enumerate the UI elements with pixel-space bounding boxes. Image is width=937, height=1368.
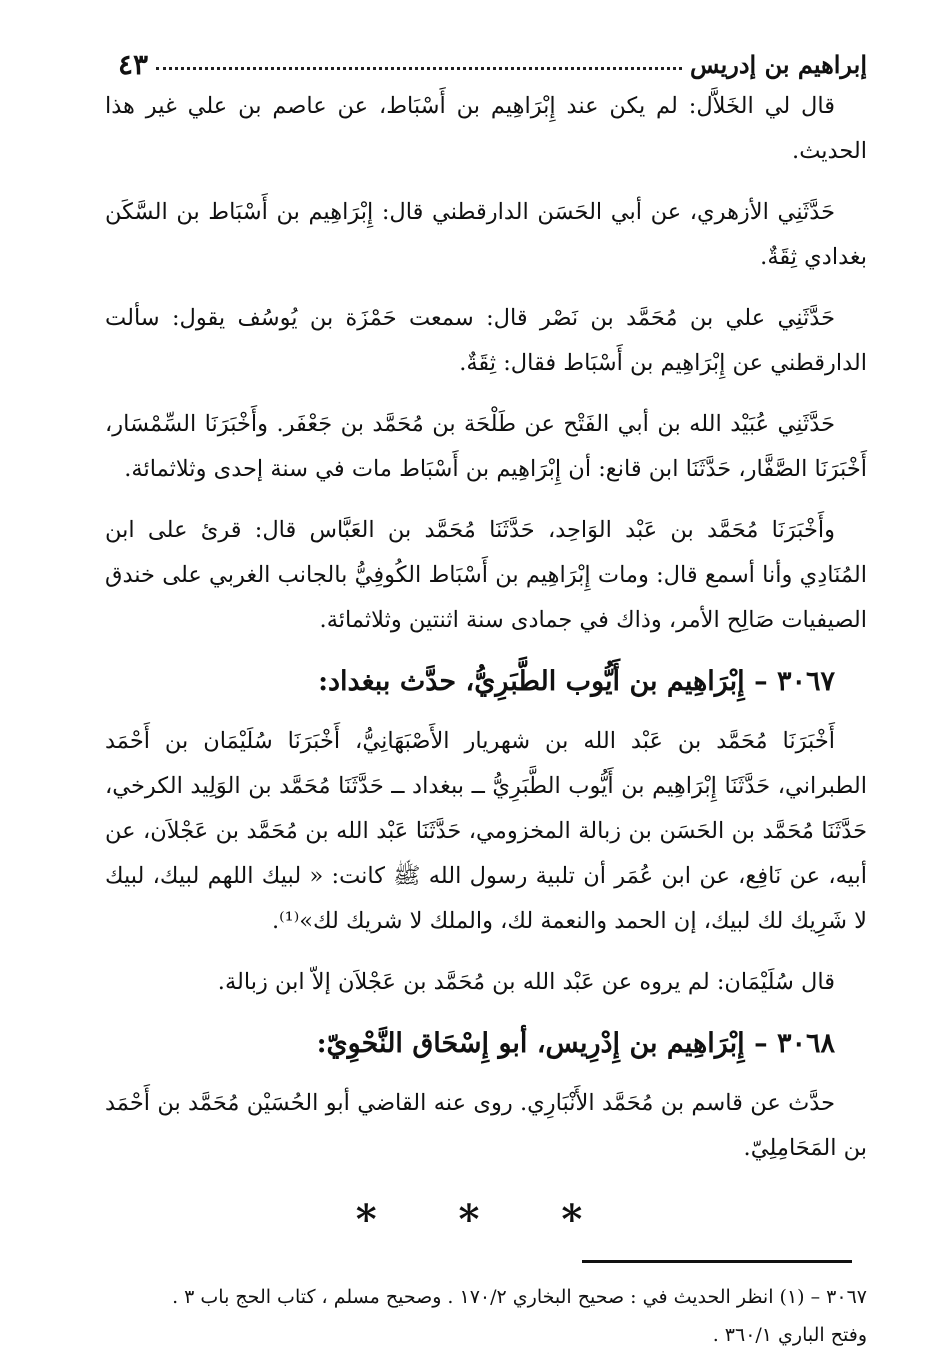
footnote-divider	[582, 1260, 852, 1263]
paragraph: حَدَّثَنِي الأزهري، عن أبي الحَسَن الدارقطني قال: إِبْرَاهِيم بن أَسْبَاط بن السَّكَن بغدادي ثِقَةٌ.	[105, 199, 867, 270]
running-header	[118, 44, 867, 84]
paragraph: حَدَّثَنِي عُبَيْد الله بن أبي الفَتْح عن طَلْحَة بن مُحَمَّد بن جَعْفَر. وأَخْبَرَنَا السِّمْسَار، أَخْبَرَنَا الصَّفَّار، حَدَّثَنَا ابن قانع: أن إِبْرَاهِيم بن أَسْبَاط مات في سنة إحدى وثلاثمائة.	[105, 411, 867, 482]
main-text	[105, 84, 867, 1242]
paragraph: حَدَّثَنِي علي بن مُحَمَّد بن نَصْر قال: سمعت حَمْزَة بن يُوسُف يقول: سألت الدارقطني عن إِبْرَاهِيم بن أَسْبَاط فقال: ثِقَةٌ.	[105, 305, 867, 376]
paragraph: أَخْبَرَنَا مُحَمَّد بن عَبْد الله بن شهريار الأَصْبَهَانِيُّ، أَخْبَرَنَا سُلَيْمَان بن أَحْمَد الطبراني، حَدَّثَنَا إِبْرَاهِيم بن أَيُّوب الطَّبَرِيُّ ــ ببغداد ــ حَدَّثَنَا مُحَمَّد بن الوَلِيد الكرخي، حَدَّثَنَا مُحَمَّد بن الحَسَن بن زبالة المخزومي، حَدَّثَنَا عَبْد الله بن مُحَمَّد بن عَجْلاَن، عن أبيه، عن نَافِع، عن ابن عُمَر أن تلبية رسول الله ﷺ كانت: « لبيك اللهم لبيك، لبيك لا شَرِيك لك لبيك، إن الحمد والنعمة لك، والملك لا شريك لك»⁽¹⁾.	[105, 728, 867, 934]
paragraph: حدَّث عن قاسم بن مُحَمَّد الأَنْبَارِي. روى عنه القاضي أبو الحُسَيْن مُحَمَّد بن أَحْمَد بن المَحَامِلِيّ.	[105, 1090, 867, 1161]
footnote-line: ٣٠٦٧ – (١) انظر الحديث في : صحيح البخاري ١٧٠/٢ . وصحيح مسلم ، كتاب الحج باب ٣ .	[172, 1286, 867, 1308]
leader-dots	[156, 67, 682, 70]
running-title: إبراهيم بن إدريس	[689, 49, 867, 79]
entry-heading: ٣٠٦٧ – إِبْرَاهِيم بن أَيُّوب الطَّبَرِيُّ، حدَّث ببغداد:	[318, 666, 835, 697]
paragraph: وأَخْبَرَنَا مُحَمَّد بن عَبْد الوَاحِد، حَدَّثَنَا مُحَمَّد بن العَبَّاس قال: قرئ على ابن المُنَادِي وأنا أسمع قال: ومات إِبْرَاهِيم بن أَسْبَاط الكُوفِيُّ بالجانب الغربي على خندق الصيفيات صَالِح الأمر، وذاك في جمادى سنة اثنتين وثلاثمائة.	[105, 517, 867, 633]
page-number: ٤٣	[118, 47, 149, 81]
paragraph: قال سُلَيْمَان: لم يروه عن عَبْد الله بن مُحَمَّد بن عَجْلاَن إلاّ ابن زبالة.	[217, 969, 835, 995]
footnote-line: وفتح الباري ٣٦٠/١ .	[712, 1324, 867, 1346]
footnotes	[90, 1278, 867, 1354]
entry-heading: ٣٠٦٨ – إِبْرَاهِيم بن إِدْرِيس، أبو إِسْحَاق النَّحْوِيّ:	[316, 1028, 835, 1059]
paragraph: قال لي الخَلاَّل: لم يكن عند إِبْرَاهِيم بن أَسْبَاط، عن عاصم بن علي غير هذا الحديث.	[105, 93, 867, 164]
section-separator: * * *	[355, 1196, 617, 1243]
